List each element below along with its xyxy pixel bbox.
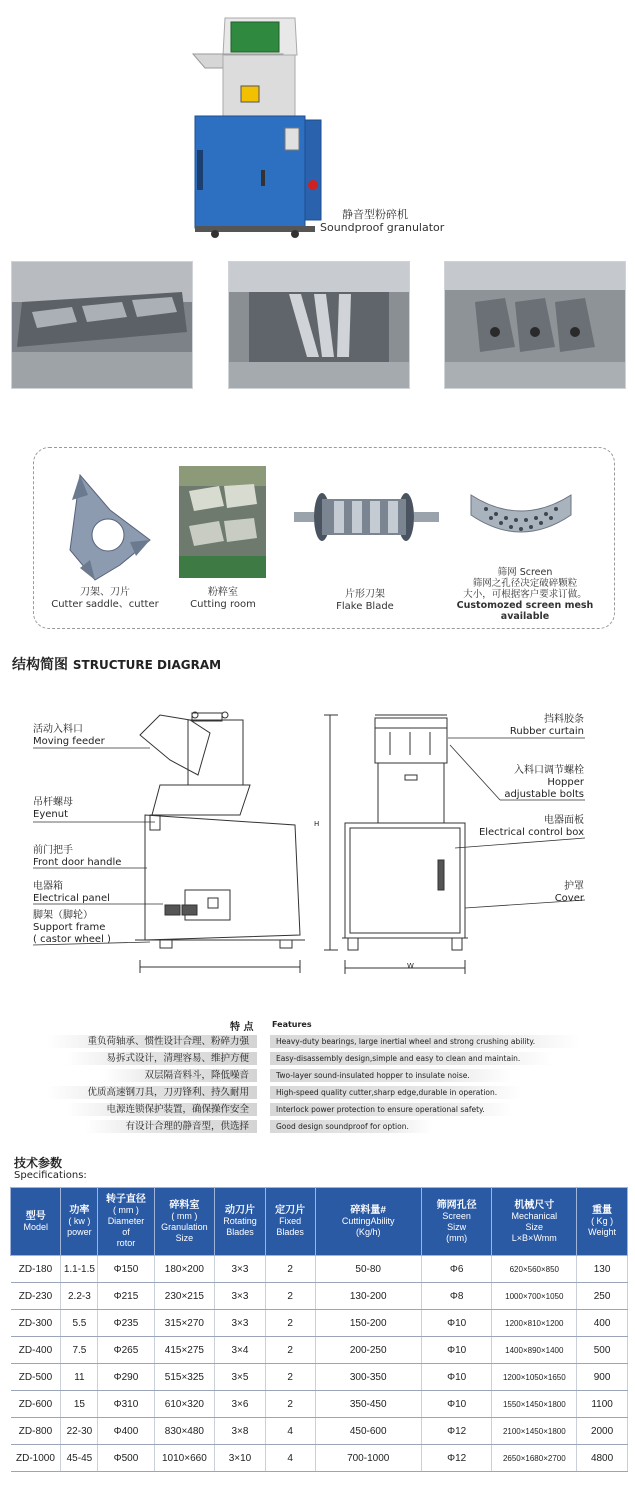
spec-header-en: Diameter [107,1216,145,1226]
table-cell: 130-200 [315,1283,421,1310]
table-row [11,1418,628,1445]
spec-header-cn: 碎料室 [169,1199,200,1211]
spec-header-cn: 动刀片 [224,1205,255,1216]
spec-header-en: power [67,1227,92,1237]
label-cover-en: Cover [554,893,584,904]
feature-cn-2: 易拆式设计，清理容易、维护方便 [66,1052,257,1065]
spec-header-en: Blades [276,1227,304,1237]
table-cell: ZD-800 [11,1418,61,1445]
table-cell: 1400×890×1400 [492,1337,577,1364]
hero-caption-cn: 静音型粉碎机 [342,208,408,221]
spec-header-en: Granulation [161,1221,208,1232]
screen-note-cn-1: 筛网之孔径决定破碎颗粒 [472,578,578,589]
spec-header-en: L×B×Wmm [511,1232,557,1243]
dimension-w: W [407,962,414,970]
feature-en-1: Heavy-duty bearings, large inertial wheel and strong crushing ability. [270,1035,580,1048]
table-cell: 300-350 [315,1364,421,1391]
spec-header-en: ( mm ) [112,1205,139,1215]
spec-header-cn: 功率 [69,1205,90,1216]
table-cell: 415×275 [154,1337,215,1364]
spec-header-en: Sizw [447,1221,467,1232]
table-cell: 1200×1050×1650 [492,1364,577,1391]
table-cell: ZD-300 [11,1310,61,1337]
label-support-frame-cn: 脚架（脚轮） [33,910,93,921]
table-cell: Φ12 [421,1445,492,1472]
table-cell: Φ10 [421,1391,492,1418]
feature-cn-1: 重负荷轴承、惯性设计合理、粉碎力强 [47,1035,257,1048]
spec-header-cell [421,1188,492,1256]
label-electrical-control-box-cn: 电器面板 [544,815,584,826]
table-cell: 450-600 [315,1418,421,1445]
table-cell: 11 [61,1364,98,1391]
screen-note-cn-2: 大小，可根据客户要求订做。 [463,589,587,600]
cutting-room-caption-cn: 粉粹室 [208,587,238,598]
table-cell: 180×200 [154,1256,215,1283]
spec-header-en: Blades [226,1227,254,1237]
table-cell: 610×320 [154,1391,215,1418]
table-cell: 3×5 [215,1364,265,1391]
spec-header-en: Size [175,1232,194,1243]
table-cell: 5.5 [61,1310,98,1337]
table-cell: 1100 [577,1391,628,1418]
screen-mesh-image [466,487,576,557]
table-cell: 1010×660 [154,1445,215,1472]
table-cell: Φ265 [98,1337,154,1364]
feature-en-4: High-speed quality cutter,sharp edge,durable in operation. [270,1086,522,1099]
table-cell: 900 [577,1364,628,1391]
spec-header-en: ( kw ) [68,1216,91,1226]
table-cell: 2 [265,1283,315,1310]
table-cell: ZD-500 [11,1364,61,1391]
table-cell: ZD-600 [11,1391,61,1418]
interior-photo-2 [228,261,410,389]
specs-title-cn: 技术参数 [14,1156,63,1170]
feature-cn-5: 电源连锁保护装置，确保操作安全 [66,1103,257,1116]
label-front-door-handle-cn: 前门把手 [33,845,73,856]
spec-table [10,1187,628,1472]
spec-header-en: Model [23,1221,48,1232]
spec-header-row [11,1188,628,1256]
spec-header-cell [11,1188,61,1256]
table-cell: Φ6 [421,1256,492,1283]
spec-header-cn: 机械尺寸 [514,1199,555,1211]
spec-header-en: Fixed [279,1216,302,1226]
feature-cn-3: 双层隔音料斗，降低噪音 [104,1069,257,1082]
spec-header-en: CuttingAbility [341,1216,395,1226]
spec-header-en: (mm) [446,1232,468,1243]
spec-header-cell [492,1188,577,1256]
table-cell: Φ500 [98,1445,154,1472]
label-electrical-control-box-en: Electrical control box [478,827,584,838]
cutting-room-image [179,466,266,578]
spec-header-en: ( mm ) [171,1210,198,1221]
label-front-door-handle-en: Front door handle [33,857,122,868]
dimension-h: H [314,820,320,828]
specs-title-en: Specifications: [14,1170,87,1181]
spec-header-en: rotor [116,1238,136,1248]
table-cell: 700-1000 [315,1445,421,1472]
table-cell: 2.2-3 [61,1283,98,1310]
structure-title [12,654,221,674]
table-cell: 1550×1450×1800 [492,1391,577,1418]
table-cell: 4800 [577,1445,628,1472]
label-hopper-bolts-en: Hopper [547,777,584,788]
feature-cn-4: 优质高速钢刀具，刀刃锋利、持久耐用 [47,1086,257,1099]
table-cell: ZD-180 [11,1256,61,1283]
table-cell: 7.5 [61,1337,98,1364]
spec-header-cn: 定刀片 [275,1205,306,1216]
screen-title-en: Screen [519,567,553,578]
spec-header-cell [61,1188,98,1256]
table-cell: 2000 [577,1418,628,1445]
feature-en-6: Good design soundproof for option. [270,1120,432,1133]
table-cell: 50-80 [315,1256,421,1283]
table-cell: 2 [265,1391,315,1418]
feature-en-3: Two-layer sound-insulated hopper to insulate noise. [270,1069,512,1082]
table-cell: 620×560×850 [492,1256,577,1283]
table-cell: 250 [577,1283,628,1310]
hero-caption-en: Soundproof granulator [320,221,445,234]
feature-en-2: Easy-disassembly design,simple and easy to clean and maintain. [270,1052,552,1065]
spec-header-cn: 碎料量# [350,1205,386,1216]
granulator-photo [185,10,330,240]
table-cell: 3×6 [215,1391,265,1418]
features-title-en: Features [272,1020,312,1029]
cutter-saddle-caption-en: Cutter saddle、cutter [51,599,159,610]
table-cell: 230×215 [154,1283,215,1310]
spec-header-en: Mechanical [511,1210,558,1221]
spec-header-en: Size [525,1221,544,1232]
table-cell: 3×3 [215,1283,265,1310]
table-cell: Φ400 [98,1418,154,1445]
spec-header-cell [315,1188,421,1256]
table-cell: 1200×810×1200 [492,1310,577,1337]
spec-header-cn: 型号 [25,1210,46,1222]
table-cell: Φ12 [421,1418,492,1445]
table-cell: ZD-400 [11,1337,61,1364]
label-moving-feeder-en: Moving feeder [33,736,105,747]
table-cell: 45-45 [61,1445,98,1472]
table-cell: ZD-1000 [11,1445,61,1472]
spec-header-cell [154,1188,215,1256]
label-rubber-curtain-cn: 挡料胶条 [544,714,584,725]
interior-photo-3 [444,261,626,389]
table-cell: 3×3 [215,1310,265,1337]
interior-photo-1 [11,261,193,389]
table-cell: 515×325 [154,1364,215,1391]
table-row [11,1256,628,1283]
table-row [11,1310,628,1337]
cutting-room-caption-en: Cutting room [190,599,256,610]
table-cell: 200-250 [315,1337,421,1364]
table-cell: 350-450 [315,1391,421,1418]
table-cell: 3×3 [215,1256,265,1283]
table-cell: 1000×700×1050 [492,1283,577,1310]
label-support-frame-en: Support frame [33,922,106,933]
table-cell: 130 [577,1256,628,1283]
spec-header-en: ( Kg ) [591,1216,614,1226]
table-cell: 3×10 [215,1445,265,1472]
table-cell: Φ310 [98,1391,154,1418]
table-row [11,1445,628,1472]
spec-header-en: Rotating [223,1216,257,1226]
table-cell: 2650×1680×2700 [492,1445,577,1472]
table-cell: 3×4 [215,1337,265,1364]
table-cell: Φ10 [421,1337,492,1364]
table-cell: Φ290 [98,1364,154,1391]
feature-en-5: Interlock power protection to ensure operational safety. [270,1103,512,1116]
table-cell: 400 [577,1310,628,1337]
table-cell: 150-200 [315,1310,421,1337]
table-cell: 2 [265,1256,315,1283]
label-electrical-panel-cn: 电器箱 [33,881,63,892]
table-cell: Φ235 [98,1310,154,1337]
table-cell: Φ150 [98,1256,154,1283]
table-cell: 15 [61,1391,98,1418]
label-eyenut-en: Eyenut [33,809,68,820]
table-cell: 830×480 [154,1418,215,1445]
spec-header-cell [215,1188,265,1256]
label-hopper-bolts-en2: adjustable bolts [504,789,584,800]
table-cell: 500 [577,1337,628,1364]
table-cell: ZD-230 [11,1283,61,1310]
label-electrical-panel-en: Electrical panel [33,893,110,904]
table-cell: 315×270 [154,1310,215,1337]
table-cell: 4 [265,1445,315,1472]
table-cell: Φ10 [421,1310,492,1337]
label-rubber-curtain-en: Rubber curtain [509,726,584,737]
screen-note-en: Customozed screen mesh available [456,600,594,622]
label-support-frame-en2: ( castor wheel ) [33,934,111,945]
spec-header-cn: 转子直径 [105,1194,146,1205]
table-cell: Φ215 [98,1283,154,1310]
flake-blade-caption-en: Flake Blade [336,601,394,612]
spec-header-en: of [122,1227,130,1237]
structure-title-en: STRUCTURE DIAGRAM [72,658,222,672]
flake-blade-image [294,487,439,547]
table-cell: 2 [265,1364,315,1391]
spec-header-cell [265,1188,315,1256]
structure-title-cn: 结构简图 [12,657,68,673]
spec-header-cn: 重量 [592,1205,613,1216]
spec-header-cell [98,1188,154,1256]
flake-blade-caption-cn: 片形刀架 [345,589,385,600]
table-cell: 22-30 [61,1418,98,1445]
screen-title-cn: 筛网 [497,567,517,578]
label-eyenut-cn: 吊杆螺母 [33,797,73,808]
table-cell: 3×8 [215,1418,265,1445]
label-hopper-bolts-cn: 入料口调节螺栓 [514,765,584,776]
table-cell: 2 [265,1310,315,1337]
spec-header-cn: 筛网孔径 [436,1199,477,1211]
spec-header-cell [577,1188,628,1256]
table-row [11,1364,628,1391]
table-row [11,1283,628,1310]
cutter-saddle-caption-cn: 刀架、刀片 [80,587,130,598]
spec-header-en: Screen [442,1210,471,1221]
table-cell: 1.1-1.5 [61,1256,98,1283]
table-cell: 2 [265,1337,315,1364]
label-moving-feeder-cn: 活动入料口 [33,724,83,735]
feature-cn-6: 有设计合理的静音型，供选择 [85,1120,257,1133]
cutter-saddle-image [50,470,160,585]
spec-header-en: (Kg/h) [355,1227,381,1237]
spec-header-en: Weight [588,1227,616,1237]
table-cell: 4 [265,1418,315,1445]
features-title-cn: 特 点 [230,1022,254,1033]
table-row [11,1391,628,1418]
table-cell: Φ10 [421,1364,492,1391]
table-cell: Φ8 [421,1283,492,1310]
table-row [11,1337,628,1364]
table-cell: 2100×1450×1800 [492,1418,577,1445]
label-cover-cn: 护罩 [564,881,584,892]
